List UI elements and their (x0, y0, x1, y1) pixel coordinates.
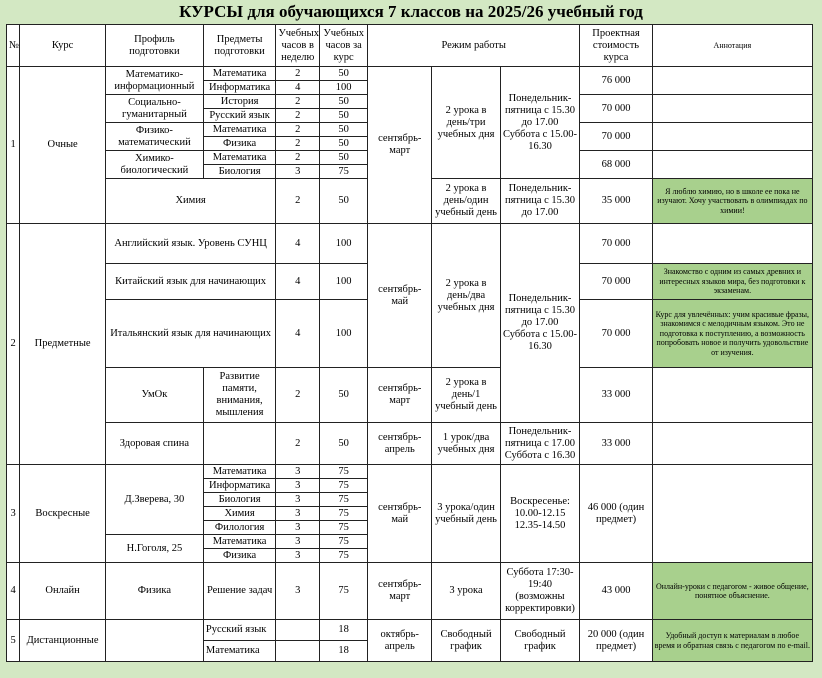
cost-cell: 70 000 (580, 264, 652, 300)
hours-week-cell: 2 (276, 95, 320, 109)
subject-cell: Математика (203, 535, 275, 549)
header-course: Курс (20, 25, 106, 67)
hours-course-cell: 50 (320, 123, 368, 137)
course-name: Очные (20, 67, 106, 224)
header-cost: Проектная стоимость курса (580, 25, 652, 67)
annotation-cell (652, 368, 812, 423)
course-name: Онлайн (20, 563, 106, 620)
hours-course-cell: 50 (320, 109, 368, 123)
hours-course-cell: 50 (320, 423, 368, 465)
cost-cell: 35 000 (580, 179, 652, 224)
hours-week-cell: 2 (276, 137, 320, 151)
cost-cell: 33 000 (580, 423, 652, 465)
period-cell: октябрь-апрель (368, 620, 432, 662)
hours-week-cell: 2 (276, 423, 320, 465)
cost-cell: 43 000 (580, 563, 652, 620)
hours-week-cell: 3 (276, 563, 320, 620)
subject-cell: Биология (203, 165, 275, 179)
header-hours-week: Учебных часов в неделю (276, 25, 320, 67)
hours-course-cell: 100 (320, 264, 368, 300)
hours-week-cell: 2 (276, 109, 320, 123)
hours-course-cell: 75 (320, 479, 368, 493)
times-cell: Понедельник-пятница с 15.30 до 17.00 Суббота с 15.00-16.30 (500, 67, 580, 179)
subject-cell: Математика (203, 465, 275, 479)
course-name: Предметные (20, 224, 106, 465)
period-cell: сентябрь-май (368, 224, 432, 368)
profile-cell: Социально-гуманитарный (105, 95, 203, 123)
row-num: 3 (7, 465, 20, 563)
hours-week-cell: 3 (276, 165, 320, 179)
hours-course-cell: 18 (320, 620, 368, 641)
hours-course-cell: 50 (320, 67, 368, 81)
subject-cell: Физика (203, 137, 275, 151)
subject-cell: Русский язык (203, 109, 275, 123)
row-num: 1 (7, 67, 20, 224)
header-hours-course: Учебных часов за курс (320, 25, 368, 67)
cost-cell: 76 000 (580, 67, 652, 95)
subject-cell: Русский язык (203, 620, 275, 641)
hours-course-cell: 75 (320, 165, 368, 179)
hours-week-cell: 4 (276, 224, 320, 264)
hours-course-cell: 75 (320, 507, 368, 521)
period-cell: сентябрь-март (368, 368, 432, 423)
period-cell: сентябрь-март (368, 563, 432, 620)
cost-cell: 70 000 (580, 224, 652, 264)
subject-cell (203, 423, 275, 465)
subject-cell: Математика (203, 641, 275, 662)
table-row (7, 224, 813, 264)
hours-week-cell: 3 (276, 549, 320, 563)
annotation-cell: Курс для увлечённых: учим красивые фразы, знакомимся с мелодичным языком. Это не подготовка к поступлению, а возможность попробовать новое и получить удовольствие от изучения. (652, 300, 812, 368)
period-cell: сентябрь-май (368, 465, 432, 563)
times-cell: Понедельник-пятница с 17.00 Суббота с 16.30 (500, 423, 580, 465)
hours-week-cell (276, 641, 320, 662)
frequency-cell: 1 урок/два учебных дня (432, 423, 500, 465)
period-cell: сентябрь-апрель (368, 423, 432, 465)
frequency-cell: 3 урока/один учебный день (432, 465, 500, 563)
subject-cell: Информатика (203, 479, 275, 493)
hours-week-cell: 2 (276, 179, 320, 224)
course-name: Дистанционные (20, 620, 106, 662)
times-cell: Понедельник-пятница с 15.30 до 17.00 Суббота с 15.00-16.30 (500, 224, 580, 423)
header-annotation: Аннотация (652, 25, 812, 67)
profile-cell: Физика (105, 563, 203, 620)
subject-cell: Решение задач (203, 563, 275, 620)
subject-cell: История (203, 95, 275, 109)
frequency-cell: 3 урока (432, 563, 500, 620)
header-subjects: Предметы подготовки (203, 25, 275, 67)
hours-course-cell: 75 (320, 521, 368, 535)
course-title: Химия (105, 179, 275, 224)
hours-week-cell: 3 (276, 535, 320, 549)
hours-week-cell: 4 (276, 81, 320, 95)
hours-course-cell: 50 (320, 95, 368, 109)
course-title: УмОк (105, 368, 203, 423)
hours-week-cell: 4 (276, 300, 320, 368)
times-cell: Суббота 17:30-19:40 (возможны корректировки) (500, 563, 580, 620)
hours-week-cell: 3 (276, 479, 320, 493)
subject-cell: Информатика (203, 81, 275, 95)
course-title: Английский язык. Уровень СУНЦ (105, 224, 275, 264)
hours-week-cell: 3 (276, 521, 320, 535)
course-name: Воскресные (20, 465, 106, 563)
subject-cell: Химия (203, 507, 275, 521)
frequency-cell: 2 урока в день/один учебный день (432, 179, 500, 224)
hours-week-cell: 3 (276, 507, 320, 521)
cost-cell: 46 000 (один предмет) (580, 465, 652, 563)
hours-course-cell: 50 (320, 151, 368, 165)
table-row (7, 423, 813, 465)
annotation-cell (652, 423, 812, 465)
hours-week-cell: 4 (276, 264, 320, 300)
annotation-cell (652, 67, 812, 95)
subject-cell: Математика (203, 151, 275, 165)
hours-course-cell: 75 (320, 535, 368, 549)
hours-course-cell: 50 (320, 179, 368, 224)
hours-week-cell: 2 (276, 67, 320, 81)
hours-course-cell: 75 (320, 493, 368, 507)
profile-cell (105, 620, 203, 662)
hours-course-cell: 50 (320, 137, 368, 151)
header-row (7, 25, 813, 67)
hours-course-cell: 100 (320, 81, 368, 95)
header-num: № (7, 25, 20, 67)
annotation-cell (652, 95, 812, 123)
subject-cell: Математика (203, 67, 275, 81)
cost-cell: 68 000 (580, 151, 652, 179)
cost-cell: 33 000 (580, 368, 652, 423)
row-num: 5 (7, 620, 20, 662)
profile-cell: Математико-информационный (105, 67, 203, 95)
hours-course-cell: 75 (320, 465, 368, 479)
times-cell: Понедельник-пятница с 15.30 до 17.00 (500, 179, 580, 224)
header-profile: Профиль подготовки (105, 25, 203, 67)
hours-course-cell: 75 (320, 549, 368, 563)
annotation-cell: Знакомство с одним из самых древних и интересных языков мира, без подготовки к экзаменам. (652, 264, 812, 300)
row-num: 4 (7, 563, 20, 620)
courses-table (6, 24, 813, 662)
course-title: Китайский язык для начинающих (105, 264, 275, 300)
table-row (7, 620, 813, 641)
profile-cell: Химико-биологический (105, 151, 203, 179)
annotation-cell: Онлайн-уроки с педагогом - живое общение, понятное объяснение. (652, 563, 812, 620)
frequency-cell: 2 урока в день/два учебных дня (432, 224, 500, 368)
times-cell: Свободный график (500, 620, 580, 662)
course-title: Здоровая спина (105, 423, 203, 465)
annotation-cell (652, 224, 812, 264)
page-title: КУРСЫ для обучающихся 7 классов на 2025/26 учебный год (179, 2, 643, 21)
cost-cell: 20 000 (один предмет) (580, 620, 652, 662)
subject-cell: Математика (203, 123, 275, 137)
hours-course-cell: 100 (320, 224, 368, 264)
cost-cell: 70 000 (580, 300, 652, 368)
hours-week-cell: 3 (276, 493, 320, 507)
table-row (7, 67, 813, 81)
times-cell: Воскресенье: 10.00-12.15 12.35-14.50 (500, 465, 580, 563)
table-row (7, 465, 813, 479)
hours-course-cell: 18 (320, 641, 368, 662)
subject-cell: Биология (203, 493, 275, 507)
annotation-cell: Удобный доступ к материалам в любое время и обратная связь с педагогом по e-mail. (652, 620, 812, 662)
hours-week-cell: 2 (276, 151, 320, 165)
hours-course-cell: 100 (320, 300, 368, 368)
table-row (7, 368, 813, 423)
row-num: 2 (7, 224, 20, 465)
subject-cell: Физика (203, 549, 275, 563)
subject-cell: Филология (203, 521, 275, 535)
location-cell: Д.Зверева, 30 (105, 465, 203, 535)
annotation-cell (652, 151, 812, 179)
subject-cell: Развитие памяти, внимания, мышления (203, 368, 275, 423)
hours-week-cell (276, 620, 320, 641)
period-cell: сентябрь-март (368, 67, 432, 224)
cost-cell: 70 000 (580, 123, 652, 151)
cost-cell: 70 000 (580, 95, 652, 123)
hours-course-cell: 50 (320, 368, 368, 423)
frequency-cell: Свободный график (432, 620, 500, 662)
location-cell: Н.Гоголя, 25 (105, 535, 203, 563)
course-title: Итальянский язык для начинающих (105, 300, 275, 368)
hours-week-cell: 3 (276, 465, 320, 479)
frequency-cell: 2 урока в день/три учебных дня (432, 67, 500, 179)
annotation-cell (652, 465, 812, 563)
header-schedule: Режим работы (368, 25, 580, 67)
hours-week-cell: 2 (276, 123, 320, 137)
annotation-cell: Я люблю химию, но в школе ее пока не изучают. Хочу участвовать в олимпиадах по химии! (652, 179, 812, 224)
profile-cell: Физико-математический (105, 123, 203, 151)
hours-course-cell: 75 (320, 563, 368, 620)
hours-week-cell: 2 (276, 368, 320, 423)
frequency-cell: 2 урока в день/1 учебный день (432, 368, 500, 423)
annotation-cell (652, 123, 812, 151)
table-row (7, 563, 813, 620)
